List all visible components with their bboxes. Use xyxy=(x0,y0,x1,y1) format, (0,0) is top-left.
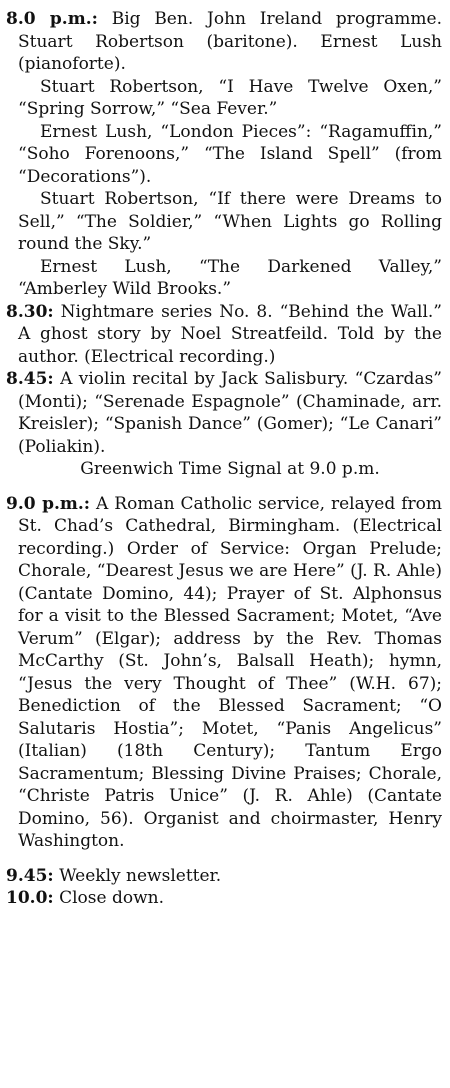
entry-text: Weekly newsletter. xyxy=(53,865,222,886)
entry-time: 8.30: xyxy=(6,301,54,322)
entry-paragraph: Stuart Robertson, “I Have Twelve Oxen,” “Spring Sorrow,” “Sea Fever.” xyxy=(18,76,442,119)
programme-entry-900 xyxy=(6,493,442,853)
programme-entry-945 xyxy=(6,865,442,888)
entry-text: A violin recital by Jack Salisbury. “Czardas” (Monti); “Serenade Espagnole” (Chaminade, arr. Kreisler); “Spanish Dance” (Gomer); “Le Canari” (Poliakin). xyxy=(18,369,442,457)
entry-time: 8.45: xyxy=(6,369,54,389)
entry-time: 9.45: xyxy=(6,865,54,886)
programme-entry-845 xyxy=(6,368,442,481)
entry-paragraph: Ernest Lush, “The Darkened Valley,” “Amberley Wild Brooks.” xyxy=(18,256,442,299)
entry-time: 9.0 p.m.: xyxy=(6,493,91,514)
entry-paragraph: Stuart Robertson, “If there were Dreams to Sell,” “The Soldier,” “When Lights go Rolling round the Sky.” xyxy=(18,189,442,254)
programme-entry-830 xyxy=(6,301,442,369)
time-signal-note: Greenwich Time Signal at 9.0 p.m. xyxy=(80,459,380,479)
entry-time: 10.0: xyxy=(6,888,54,908)
programme-entry-800 xyxy=(6,8,442,301)
entry-paragraph: Ernest Lush, “London Pieces”: “Ragamuffin,” “Soho Forenoons,” “The Island Spell” (from “Decorations”). xyxy=(18,121,442,187)
entry-text: Close down. xyxy=(53,888,164,908)
programme-entry-1000 xyxy=(6,887,442,910)
entry-text: A Roman Catholic service, relayed from St. Chad’s Cathedral, Birmingham. (Electrical recording.) Order of Service: Organ Prelude; Chorale, “Dearest Jesus we are Here” (J. R. Ahle) (Cantate Domino, 44); Prayer of St. Alphonsus for a visit to the Blessed Sacrament; Motet, “Ave Verum” (Elgar); address by the Rev. Thomas McCarthy (St. John’s, Balsall Heath); hymn, “Jesus the very Thought of Thee” (W.H. 67); Benediction of the Blessed Sacrament; “O Salutaris Hostia”; Motet, “Panis Angelicus” (Italian) (18th Century); Tantum Ergo Sacramentum; Blessing Divine Praises; Chorale, “Christe Patris Unice” (J. R. Ahle) (Cantate Domino, 56). Organist and choirmaster, Henry Washington. xyxy=(18,493,442,851)
entry-time: 8.0 p.m.: xyxy=(6,9,98,29)
entry-text: Nightmare series No. 8. “Behind the Wall.” A ghost story by Noel Streatfeild. Told by the author. (Electrical recording.) xyxy=(18,301,442,367)
entry-text: Big Ben. John Ireland programme. Stuart Robertson (baritone). Ernest Lush (pianoforte). xyxy=(18,9,442,74)
